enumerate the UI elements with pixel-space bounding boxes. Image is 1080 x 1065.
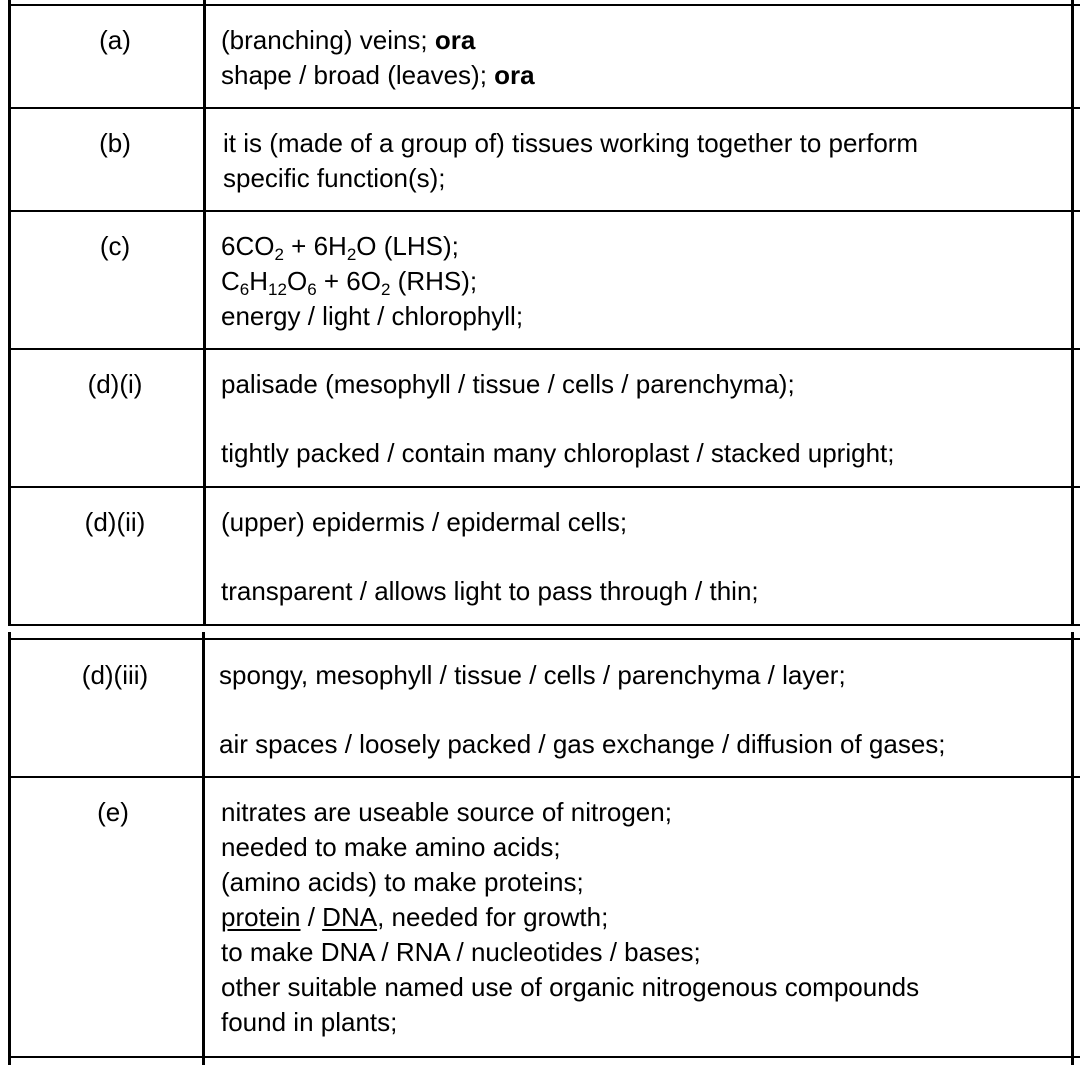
table-top-border	[8, 4, 1080, 6]
answer-line: (branching) veins; ora	[221, 25, 476, 55]
table-left-border-top-section	[8, 0, 11, 626]
answer-line: (amino acids) to make proteins;	[221, 867, 584, 897]
answer-line: protein / DNA, needed for growth;	[221, 902, 609, 932]
answer-line: shape / broad (leaves); ora	[221, 60, 535, 90]
row-divider	[8, 107, 1080, 109]
answer-line: air spaces / loosely packed / gas exchange / diffusion of gases;	[219, 729, 946, 759]
answer-line: transparent / allows light to pass through / thin;	[221, 576, 759, 606]
answer-line: needed to make amino acids;	[221, 832, 561, 862]
question-number: (d)(iii)	[81, 660, 149, 690]
answer-line: to make DNA / RNA / nucleotides / bases;	[221, 937, 701, 967]
question-number: (d)(ii)	[84, 507, 146, 537]
answer-line: spongy, mesophyll / tissue / cells / parenchyma / layer;	[219, 660, 846, 690]
question-number: (b)	[99, 128, 131, 158]
answer-cell	[219, 658, 946, 762]
table-bottom-border	[8, 1056, 1080, 1058]
answer-line: other suitable named use of organic nitrogenous compounds	[221, 972, 920, 1002]
answer-line: $6CO_2 + 6H_2O$ (LHS);	[221, 231, 459, 264]
answer-cell	[221, 505, 759, 609]
answer-line: palisade (mesophyll / tissue / cells / parenchyma);	[221, 369, 795, 399]
answer-line: tightly packed / contain many chloroplast / stacked upright;	[221, 438, 895, 468]
answer-line: $C_6H_{12}O_6 + 6O_2$ (RHS);	[221, 266, 478, 299]
question-number: (c)	[99, 231, 131, 261]
answer-line: it is (made of a group of) tissues working together to perform	[223, 128, 919, 158]
table-right-border-bottom-section	[1071, 632, 1074, 1065]
answer-cell	[221, 795, 919, 1040]
row-divider	[8, 776, 1080, 778]
row-divider	[8, 486, 1080, 488]
answer-line: found in plants;	[221, 1007, 398, 1037]
answer-cell	[221, 367, 894, 471]
row-divider	[8, 210, 1080, 212]
row-divider	[8, 348, 1080, 350]
table-left-border-bottom-section	[8, 632, 11, 1065]
question-number: (e)	[97, 797, 129, 827]
question-number: (d)(i)	[87, 369, 143, 399]
table-top-border-bottom-section	[8, 638, 1080, 640]
answer-cell	[221, 23, 535, 93]
answer-line: nitrates are useable source of nitrogen;	[221, 797, 672, 827]
column-divider-bottom-section	[202, 632, 205, 1065]
answer-cell	[223, 126, 918, 196]
answer-line: (upper) epidermis / epidermal cells;	[221, 507, 628, 537]
column-divider-top-section	[203, 0, 206, 626]
table-bottom-border-top-section	[8, 624, 1080, 626]
question-number: (a)	[99, 25, 131, 55]
answer-line: energy / light / chlorophyll;	[221, 301, 524, 331]
answer-cell	[221, 229, 523, 334]
table-right-border-top-section	[1071, 0, 1074, 626]
answer-line: specific function(s);	[223, 163, 446, 193]
